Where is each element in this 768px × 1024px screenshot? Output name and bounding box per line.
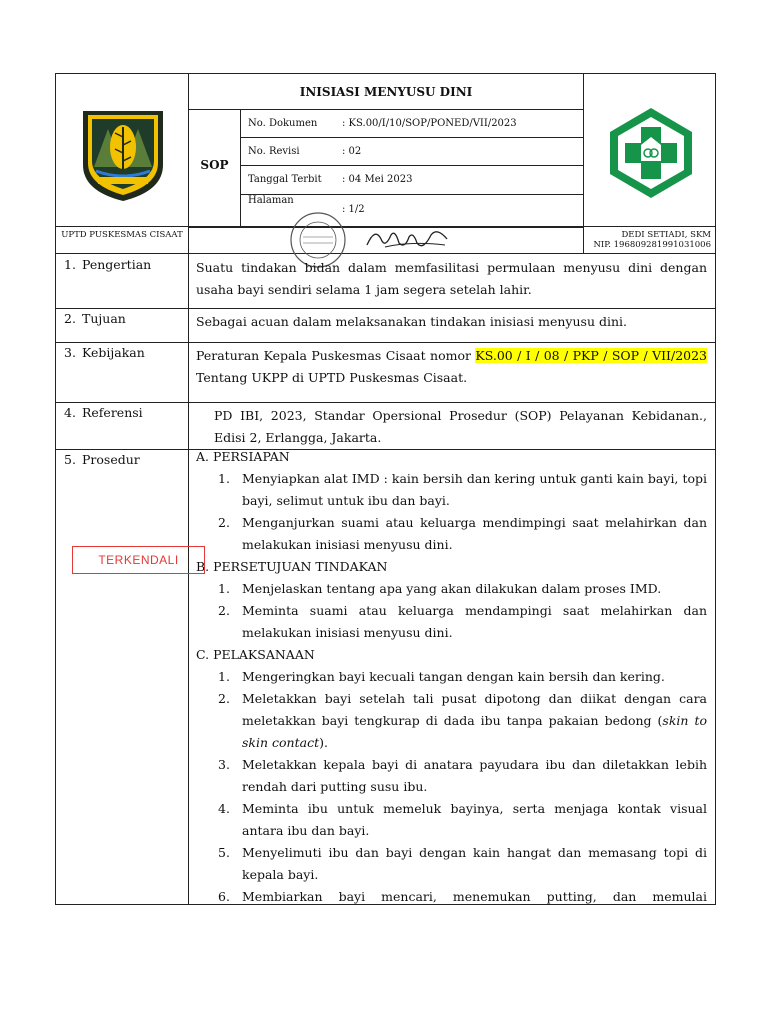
approval-cell bbox=[188, 226, 584, 254]
row-label bbox=[56, 402, 189, 449]
kabupaten-logo bbox=[78, 107, 168, 203]
org-name: UPTD PUSKESMAS CISAAT bbox=[61, 230, 183, 240]
field-label: Tanggal Terbit bbox=[248, 174, 322, 185]
doc-title: INISIASI MENYUSU DINI bbox=[299, 85, 473, 99]
sop-cell bbox=[188, 109, 241, 228]
tujuan-text: Sebagai acuan dalam melaksanakan tindakan inisiasi menyusu dini. bbox=[196, 314, 627, 329]
kebijakan-highlight: KS.00 / I / 08 / PKP / SOP / VII/2023 bbox=[475, 348, 708, 363]
signer-nip: NIP. 196809281991031006 bbox=[593, 240, 711, 250]
row-referensi bbox=[55, 402, 716, 450]
row-title: Tujuan bbox=[82, 311, 126, 326]
row-pengertian bbox=[55, 254, 716, 309]
field-tanggal-terbit bbox=[240, 165, 584, 195]
list-item: 2. Meminta suami atau keluarga mendampingi saat melahirkan dan melakukan inisiasi menyusu dini. bbox=[218, 603, 707, 640]
kebijakan-suffix: Tentang UKPP di UPTD Puskesmas Cisaat. bbox=[196, 370, 468, 385]
field-no-dokumen bbox=[240, 109, 584, 138]
field-value: : 04 Mei 2023 bbox=[342, 174, 413, 185]
signer-cell bbox=[583, 226, 716, 254]
list-item: 4. Meminta ibu untuk memeluk bayinya, serta menjaga kontak visual antara ibu dan bayi. bbox=[218, 801, 707, 838]
field-label: No. Revisi bbox=[248, 146, 300, 157]
row-title: Kebijakan bbox=[82, 345, 145, 360]
row-label bbox=[56, 308, 189, 342]
row-label bbox=[56, 449, 189, 904]
signature bbox=[361, 225, 451, 255]
referensi-text: PD IBI, 2023, Standar Opersional Prosedur (SOP) Pelayanan Kebidanan., Edisi 2, Erlangga, Jakarta. bbox=[214, 408, 707, 445]
section-c-title: C. PELAKSANAAN bbox=[196, 647, 315, 662]
list-item: 1. Mengeringkan bayi kecuali tangan dengan kain bersih dan kering. bbox=[218, 669, 665, 684]
list-item: 1. Menyiapkan alat IMD : kain bersih dan kering untuk ganti kain bayi, topi bayi, selimut untuk ibu dan bayi. bbox=[218, 471, 707, 508]
terkendali-stamp: TERKENDALI bbox=[72, 546, 205, 574]
list-item: 3. Meletakkan kepala bayi di anatara payudara ibu dan diletakkan lebih rendah dari putting susu ibu. bbox=[218, 757, 707, 794]
row-number: 2. bbox=[64, 311, 76, 326]
list-item: 5. Menyelimuti ibu dan bayi dengan kain hangat dan memasang topi di kepala bayi. bbox=[218, 845, 707, 882]
puskesmas-logo-cell bbox=[583, 73, 716, 227]
field-label: No. Dokumen bbox=[248, 118, 318, 129]
row-number: 5. bbox=[64, 452, 76, 467]
prosedur-content bbox=[196, 446, 707, 908]
field-value: : KS.00/I/10/SOP/PONED/VII/2023 bbox=[342, 118, 517, 129]
signer-name: DEDI SETIADI, SKM bbox=[621, 230, 711, 240]
org-cell bbox=[55, 226, 189, 254]
section-a-title: A. PERSIAPAN bbox=[196, 449, 290, 464]
row-number: 4. bbox=[64, 405, 76, 420]
row-tujuan bbox=[55, 308, 716, 343]
list-item: 6. Membiarkan bayi mencari, menemukan putting, dan memulai bbox=[218, 889, 707, 904]
list-item: 2. Meletakkan bayi setelah tali pusat dipotong dan diikat dengan cara meletakkan bayi tengkurap di dada ibu tanpa pakaian bedong (skin to skin contact). bbox=[218, 691, 707, 750]
section-b-title: B. PERSETUJUAN TINDAKAN bbox=[196, 559, 388, 574]
row-kebijakan bbox=[55, 342, 716, 403]
logo-cell bbox=[55, 73, 189, 227]
kebijakan-text bbox=[196, 345, 707, 389]
field-label: Halaman bbox=[248, 195, 294, 206]
row-number: 3. bbox=[64, 345, 76, 360]
list-item: 2. Menganjurkan suami atau keluarga mendimpingi saat melahirkan dan melakukan inisiasi menyusu dini. bbox=[218, 515, 707, 552]
list-item: 1. Menjelaskan tentang apa yang akan dilakukan dalam proses IMD. bbox=[218, 581, 662, 596]
italic-term: skin to skin contact bbox=[242, 713, 707, 750]
field-value: : 02 bbox=[342, 146, 362, 157]
title-cell bbox=[188, 73, 584, 110]
row-label bbox=[56, 254, 189, 308]
row-title: Pengertian bbox=[82, 257, 152, 272]
row-number: 1. bbox=[64, 257, 76, 272]
row-label bbox=[56, 342, 189, 402]
puskesmas-logo bbox=[603, 105, 699, 201]
field-value: : 1/2 bbox=[342, 204, 365, 215]
row-prosedur bbox=[55, 449, 716, 905]
pengertian-text: Suatu tindakan bidan dalam memfasilitasi permulaan menyusu dini dengan usaha bayi sendiri selama 1 jam segera setelah lahir. bbox=[196, 260, 707, 297]
document-header bbox=[55, 73, 716, 254]
row-title: Prosedur bbox=[82, 452, 140, 467]
kebijakan-prefix: Peraturan Kepala Puskesmas Cisaat nomor bbox=[196, 348, 476, 363]
row-title: Referensi bbox=[82, 405, 143, 420]
sop-label: SOP bbox=[200, 158, 229, 172]
field-no-revisi bbox=[240, 137, 584, 166]
